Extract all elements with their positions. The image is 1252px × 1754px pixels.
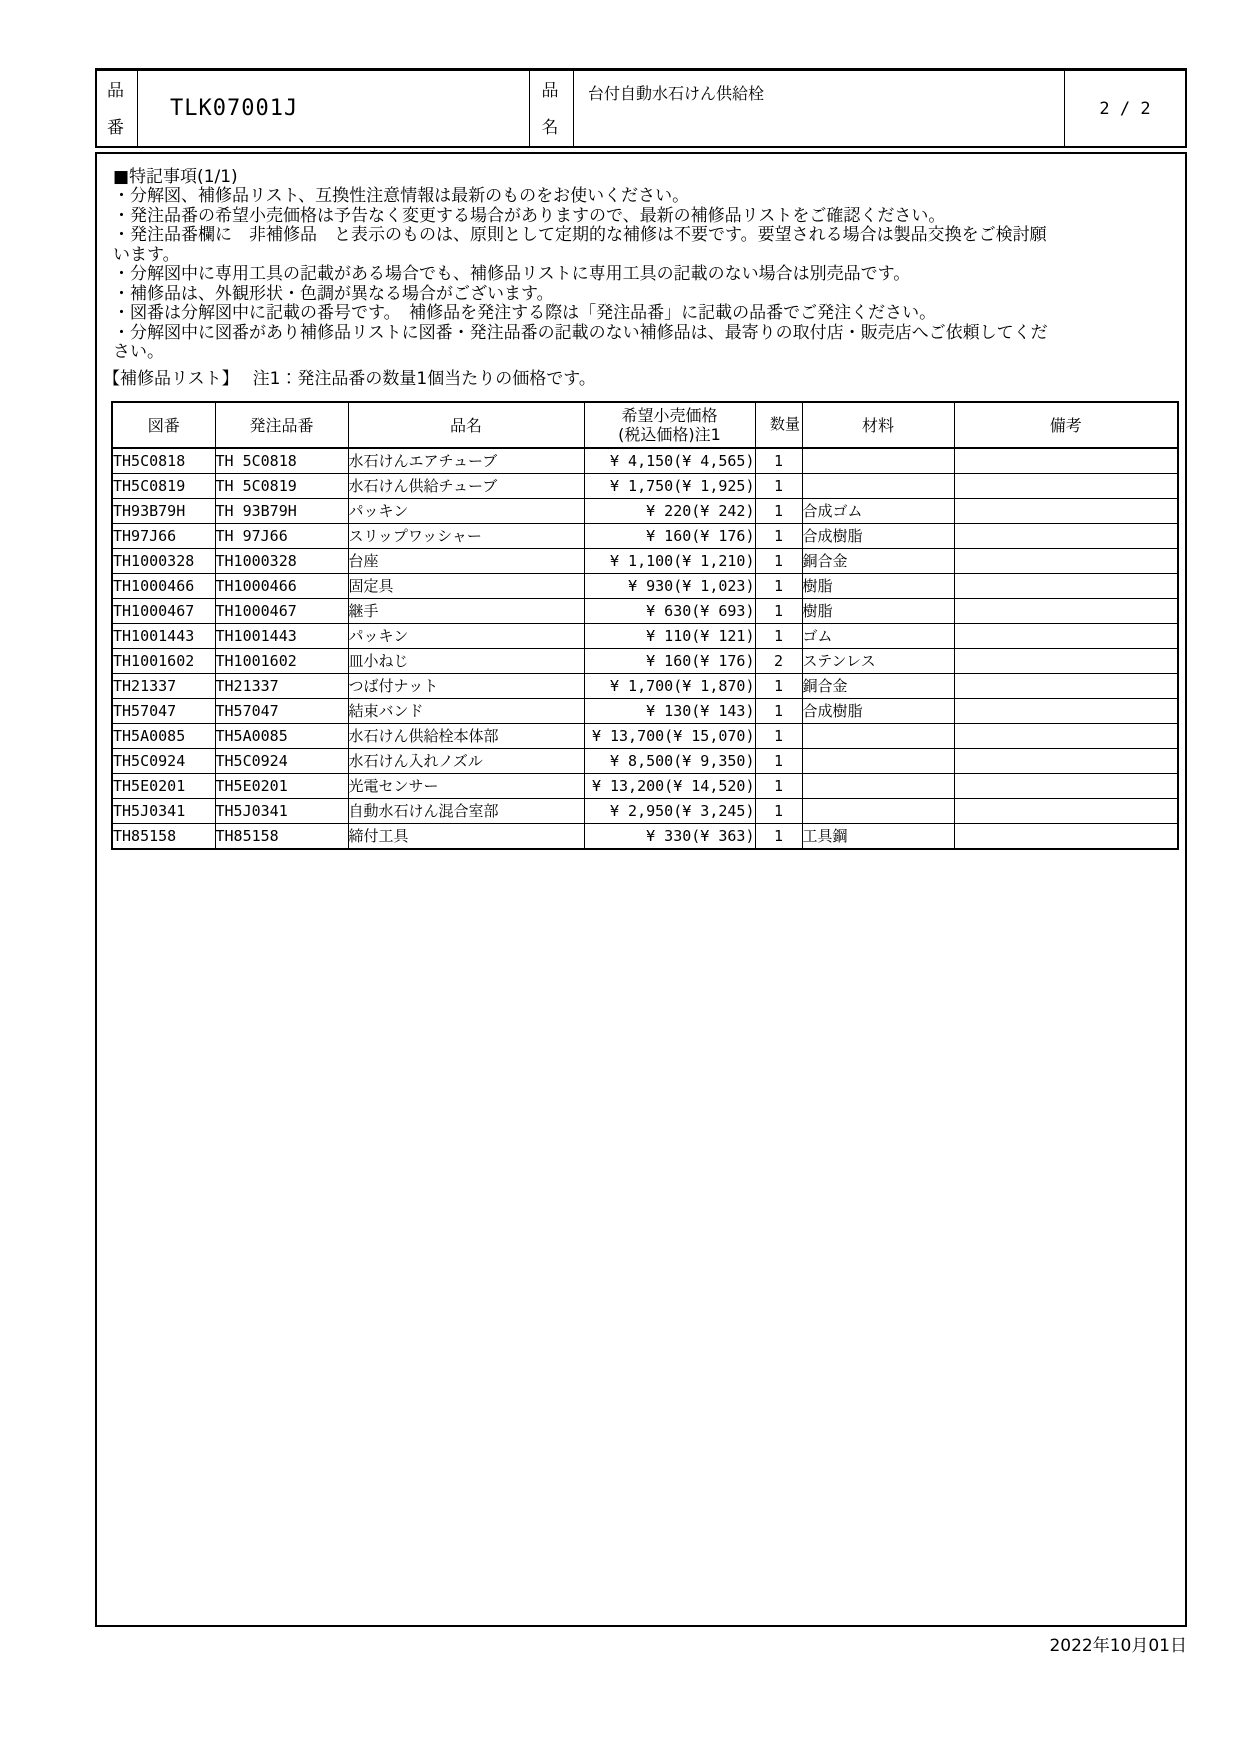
- order-number-cell: TH5E0201: [215, 773, 348, 798]
- order-number-cell: TH 5C0819: [215, 473, 348, 498]
- remarks-cell: [954, 548, 1178, 573]
- price-cell: ¥ 630(¥ 693): [584, 598, 755, 623]
- remarks-cell: [954, 573, 1178, 598]
- table-row: [112, 673, 1178, 698]
- part-name-cell: 結束バンド: [348, 698, 584, 723]
- price-cell: ¥ 130(¥ 143): [584, 698, 755, 723]
- zuban-cell: TH5C0818: [112, 448, 215, 474]
- special-notes-title: ■特記事項(1/1): [113, 167, 238, 187]
- quantity-cell: 1: [755, 573, 802, 598]
- quantity-cell: 1: [755, 598, 802, 623]
- zuban-cell: TH1000467: [112, 598, 215, 623]
- note-line: ・発注品番の希望小売価格は予告なく変更する場合がありますので、最新の補修品リストをご確認ください。: [113, 205, 946, 226]
- remarks-cell: [954, 473, 1178, 498]
- remarks-cell: [954, 448, 1178, 474]
- material-cell: 銅合金: [802, 548, 954, 573]
- note-line: ・補修品は、外観形状・色調が異なる場合がございます。: [113, 283, 554, 304]
- part-name-cell: 締付工具: [348, 823, 584, 849]
- order-number-cell: TH1000466: [215, 573, 348, 598]
- parts-table-body: [112, 448, 1178, 849]
- remarks-cell: [954, 598, 1178, 623]
- price-cell: ¥ 1,700(¥ 1,870): [584, 673, 755, 698]
- table-row: [112, 773, 1178, 798]
- quantity-cell: 1: [755, 723, 802, 748]
- order-number-cell: TH1000328: [215, 548, 348, 573]
- price-cell: ¥ 160(¥ 176): [584, 523, 755, 548]
- product-number: TLK07001J: [170, 96, 299, 121]
- material-cell: 合成ゴム: [802, 498, 954, 523]
- material-cell: ステンレス: [802, 648, 954, 673]
- table-row: [112, 573, 1178, 598]
- zuban-cell: TH1000466: [112, 573, 215, 598]
- remarks-cell: [954, 748, 1178, 773]
- part-name-cell: 継手: [348, 598, 584, 623]
- note-line: さい。: [113, 342, 164, 362]
- table-row: [112, 598, 1178, 623]
- order-number-header: 発注品番: [215, 402, 348, 448]
- material-cell: 樹脂: [802, 573, 954, 598]
- part-name-cell: つば付ナット: [348, 673, 584, 698]
- zuban-cell: TH5E0201: [112, 773, 215, 798]
- remarks-cell: [954, 798, 1178, 823]
- order-number-cell: TH1000467: [215, 598, 348, 623]
- part-name-cell: 台座: [348, 548, 584, 573]
- remarks-header: 備考: [954, 402, 1178, 448]
- part-name-cell: 水石けん供給チューブ: [348, 473, 584, 498]
- product-number-label: 品番: [107, 81, 124, 138]
- title-block: [95, 68, 1187, 148]
- quantity-cell: 1: [755, 773, 802, 798]
- quantity-cell: 1: [755, 523, 802, 548]
- material-cell: [802, 798, 954, 823]
- zuban-cell: TH21337: [112, 673, 215, 698]
- zuban-cell: TH5C0819: [112, 473, 215, 498]
- table-row: [112, 523, 1178, 548]
- table-row: [112, 498, 1178, 523]
- quantity-cell: 1: [755, 748, 802, 773]
- part-name-header: 品名: [348, 402, 584, 448]
- table-row: [112, 473, 1178, 498]
- special-notes-lines: [113, 187, 1175, 363]
- quantity-cell: 1: [755, 498, 802, 523]
- order-number-cell: TH5A0085: [215, 723, 348, 748]
- material-cell: [802, 723, 954, 748]
- zuban-cell: TH5A0085: [112, 723, 215, 748]
- quantity-cell: 1: [755, 823, 802, 849]
- parts-table-header-row: [112, 402, 1178, 448]
- price-cell: ¥ 2,950(¥ 3,245): [584, 798, 755, 823]
- part-name-cell: パッキン: [348, 623, 584, 648]
- material-cell: [802, 748, 954, 773]
- price-cell: ¥ 1,750(¥ 1,925): [584, 473, 755, 498]
- quantity-cell: 1: [755, 698, 802, 723]
- quantity-cell: 1: [755, 473, 802, 498]
- note-line: ・図番は分解図中に記載の番号です。 補修品を発注する際は「発注品番」に記載の品番でご発注ください。: [113, 303, 937, 323]
- remarks-cell: [954, 773, 1178, 798]
- material-cell: 合成樹脂: [802, 523, 954, 548]
- product-name-label: 品名: [541, 81, 559, 138]
- zuban-cell: TH1001443: [112, 623, 215, 648]
- remarks-cell: [954, 623, 1178, 648]
- parts-list-title: 【補修品リスト】 注1：発注品番の数量1個当たりの価格です。: [103, 368, 596, 389]
- note-line: ・分解図中に専用工具の記載がある場合でも、補修品リストに専用工具の記載のない場合は別売品です。: [113, 264, 911, 284]
- table-row: [112, 623, 1178, 648]
- price-cell: ¥ 220(¥ 242): [584, 498, 755, 523]
- quantity-cell: 2: [755, 648, 802, 673]
- zuban-cell: TH57047: [112, 698, 215, 723]
- content-box: [95, 152, 1187, 1627]
- zuban-cell: TH5C0924: [112, 748, 215, 773]
- price-cell: ¥ 930(¥ 1,023): [584, 573, 755, 598]
- order-number-cell: TH21337: [215, 673, 348, 698]
- part-name-cell: スリップワッシャー: [348, 523, 584, 548]
- order-number-cell: TH 93B79H: [215, 498, 348, 523]
- part-name-cell: 水石けん供給栓本体部: [348, 723, 584, 748]
- remarks-cell: [954, 498, 1178, 523]
- material-cell: 合成樹脂: [802, 698, 954, 723]
- table-row: [112, 648, 1178, 673]
- part-name-cell: 水石けん入れノズル: [348, 748, 584, 773]
- part-name-cell: 光電センサー: [348, 773, 584, 798]
- part-name-cell: 固定具: [348, 573, 584, 598]
- zuban-cell: TH85158: [112, 823, 215, 849]
- note-line: ・発注品番欄に 非補修品 と表示のものは、原則として定期的な補修は不要です。要望される場合は製品交換をご検討願: [113, 225, 1047, 245]
- price-cell: ¥ 8,500(¥ 9,350): [584, 748, 755, 773]
- product-number-label-cell: [97, 71, 138, 146]
- order-number-cell: TH1001443: [215, 623, 348, 648]
- table-row: [112, 748, 1178, 773]
- price-cell: ¥ 13,200(¥ 14,520): [584, 773, 755, 798]
- zuban-cell: TH1000328: [112, 548, 215, 573]
- price-cell: ¥ 110(¥ 121): [584, 623, 755, 648]
- zuban-cell: TH1001602: [112, 648, 215, 673]
- material-cell: 工具鋼: [802, 823, 954, 849]
- price-cell: ¥ 1,100(¥ 1,210): [584, 548, 755, 573]
- order-number-cell: TH 5C0818: [215, 448, 348, 474]
- material-cell: [802, 448, 954, 474]
- page-indicator-cell: [1065, 71, 1185, 146]
- part-name-cell: 自動水石けん混合室部: [348, 798, 584, 823]
- material-cell: [802, 473, 954, 498]
- product-number-cell: [138, 71, 530, 146]
- remarks-cell: [954, 723, 1178, 748]
- price-header-line2: (税込価格)注1: [618, 424, 721, 444]
- order-number-cell: TH 97J66: [215, 523, 348, 548]
- part-name-cell: パッキン: [348, 498, 584, 523]
- remarks-cell: [954, 673, 1178, 698]
- material-header: 材料: [802, 402, 954, 448]
- order-number-cell: TH85158: [215, 823, 348, 849]
- parts-table: [111, 401, 1179, 850]
- order-number-cell: TH5C0924: [215, 748, 348, 773]
- price-header: [584, 402, 755, 448]
- quantity-cell: 1: [755, 448, 802, 474]
- price-cell: ¥ 160(¥ 176): [584, 648, 755, 673]
- remarks-cell: [954, 648, 1178, 673]
- product-name-label-cell: [530, 71, 574, 146]
- quantity-cell: 1: [755, 798, 802, 823]
- product-name: 台付自動水石けん供給栓: [588, 84, 765, 103]
- quantity-header-label: 数量: [770, 415, 801, 433]
- quantity-cell: 1: [755, 673, 802, 698]
- table-row: [112, 548, 1178, 573]
- quantity-cell: 1: [755, 548, 802, 573]
- note-line: ・分解図、補修品リスト、互換性注意情報は最新のものをお使いください。: [113, 186, 690, 206]
- table-row: [112, 448, 1178, 474]
- quantity-cell: 1: [755, 623, 802, 648]
- material-cell: 銅合金: [802, 673, 954, 698]
- special-notes: [97, 154, 1185, 363]
- revision-date: 2022年10月01日: [1049, 1636, 1187, 1656]
- order-number-cell: TH57047: [215, 698, 348, 723]
- quantity-header: [755, 402, 802, 448]
- price-cell: ¥ 13,700(¥ 15,070): [584, 723, 755, 748]
- zuban-cell: TH5J0341: [112, 798, 215, 823]
- material-cell: [802, 773, 954, 798]
- table-row: [112, 698, 1178, 723]
- zuban-cell: TH93B79H: [112, 498, 215, 523]
- table-row: [112, 823, 1178, 849]
- order-number-cell: TH5J0341: [215, 798, 348, 823]
- page-indicator: 2 / 2: [1099, 98, 1151, 119]
- product-name-cell: [574, 71, 1065, 146]
- table-row: [112, 723, 1178, 748]
- part-name-cell: 水石けんエアチューブ: [348, 448, 584, 474]
- remarks-cell: [954, 523, 1178, 548]
- order-number-cell: TH1001602: [215, 648, 348, 673]
- material-cell: ゴム: [802, 623, 954, 648]
- material-cell: 樹脂: [802, 598, 954, 623]
- note-line: ・分解図中に図番があり補修品リストに図番・発注品番の記載のない補修品は、最寄りの取付店・販売店へご依頼してくだ: [113, 322, 1048, 343]
- remarks-cell: [954, 823, 1178, 849]
- note-line: います。: [113, 244, 180, 265]
- price-cell: ¥ 4,150(¥ 4,565): [584, 448, 755, 474]
- table-row: [112, 798, 1178, 823]
- remarks-cell: [954, 698, 1178, 723]
- zuban-header: 図番: [112, 402, 215, 448]
- price-cell: ¥ 330(¥ 363): [584, 823, 755, 849]
- price-header-line1: 希望小売価格: [621, 405, 718, 425]
- zuban-cell: TH97J66: [112, 523, 215, 548]
- part-name-cell: 皿小ねじ: [348, 648, 584, 673]
